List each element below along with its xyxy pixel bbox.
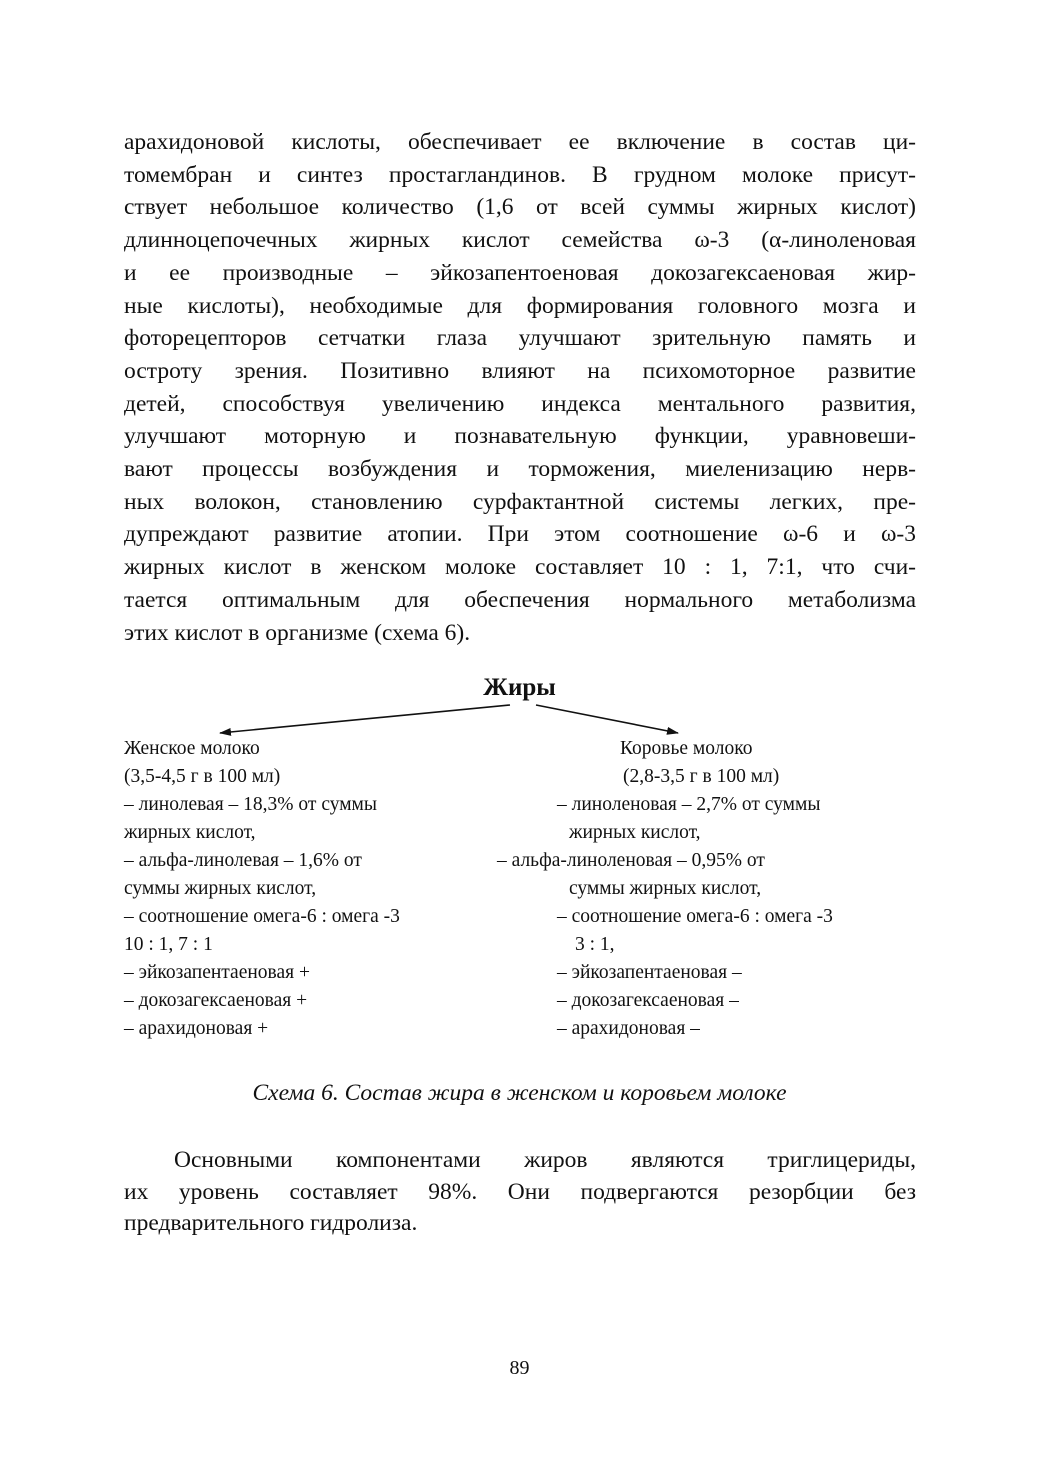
arrow-right <box>536 705 678 733</box>
right-column-line: – линоленовая – 2,7% от суммы <box>557 794 821 815</box>
right-column-line: (2,8-3,5 г в 100 мл) <box>623 766 780 787</box>
right-column-line: Коровье молоко <box>620 738 753 759</box>
paragraph-line: тается оптимальным для обеспечения нормального метаболизма <box>124 586 916 613</box>
paragraph-line: дупреждают развитие атопии. При этом соотношение ω-6 и ω-3 <box>124 521 916 548</box>
paragraph-line: фоторецепторов сетчатки глаза улучшают зрительную память и <box>124 325 916 352</box>
paragraph-line: томембран и синтез простагландинов. В грудном молоке присут- <box>124 161 916 188</box>
paragraph-line: и ее производные – эйкозапентоеновая докозагексаеновая жир- <box>124 259 916 286</box>
paragraph-line: предварительного гидролиза. <box>124 1210 418 1236</box>
paragraph-line: вают процессы возбуждения и торможения, миеленизацию нерв- <box>124 456 916 482</box>
left-column-line: – арахидоновая + <box>124 1018 269 1039</box>
left-column-line: (3,5-4,5 г в 100 мл) <box>124 766 281 787</box>
paragraph-line: их уровень составляет 98%. Они подвергаются резорбции без <box>124 1178 916 1205</box>
left-column-line: суммы жирных кислот, <box>124 878 317 899</box>
paragraph-line: остроту зрения. Позитивно влияют на психомоторное развитие <box>124 357 916 384</box>
left-column-line: – соотношение омега-6 : омега -3 <box>124 906 400 927</box>
paragraph-line: жирных кислот в женском молоке составляет 10 : 1, 7:1, что счи- <box>124 554 916 581</box>
paragraph-line: этих кислот в организме (схема 6). <box>124 619 471 646</box>
right-column-line: 3 : 1, <box>575 934 615 955</box>
paragraph-line: ные кислоты), необходимые для формирования головного мозга и <box>124 292 916 319</box>
left-column-line: Женское молоко <box>124 738 260 759</box>
left-column-line: 10 : 1, 7 : 1 <box>124 934 213 955</box>
scheme-title: Жиры <box>483 674 556 701</box>
paragraph-line: длинноцепочечных жирных кислот семейства ω-3 (α-линоленовая <box>124 227 916 254</box>
right-column-line: – докозагексаеновая – <box>557 990 739 1011</box>
arrow-left <box>220 705 510 733</box>
right-column-line: – альфа-линоленовая – 0,95% от <box>497 850 765 871</box>
left-column-line: – альфа-линолевая – 1,6% от <box>124 850 362 871</box>
paragraph-line: Основными компонентами жиров являются триглицериды, <box>174 1147 916 1173</box>
left-column-line: – докозагексаеновая + <box>124 990 308 1011</box>
page-number: 89 <box>509 1357 530 1379</box>
paragraph-line: ствует небольшое количество (1,6 от всей суммы жирных кислот) <box>124 194 916 221</box>
paragraph-line: арахидоновой кислоты, обеспечивает ее включение в состав ци- <box>124 129 916 155</box>
paragraph-line: улучшают моторную и познавательную функции, уравновеши- <box>124 423 916 450</box>
right-column-line: суммы жирных кислот, <box>569 878 762 899</box>
right-column-line: – арахидоновая – <box>557 1018 700 1039</box>
right-column-line: жирных кислот, <box>569 822 701 843</box>
right-column-line: – эйкозапентаеновая – <box>557 962 742 983</box>
left-column-line: – линолевая – 18,3% от суммы <box>124 794 377 815</box>
paragraph-line: детей, способствуя увеличению индекса ментального развития, <box>124 390 916 417</box>
scheme-caption: Схема 6. Состав жира в женском и коровьем молоке <box>252 1080 787 1106</box>
right-column-line: – соотношение омега-6 : омега -3 <box>557 906 833 927</box>
left-column-line: – эйкозапентаеновая + <box>124 962 310 983</box>
paragraph-line: ных волокон, становлению сурфактантной системы легких, пре- <box>124 488 916 515</box>
left-column-line: жирных кислот, <box>124 822 256 843</box>
